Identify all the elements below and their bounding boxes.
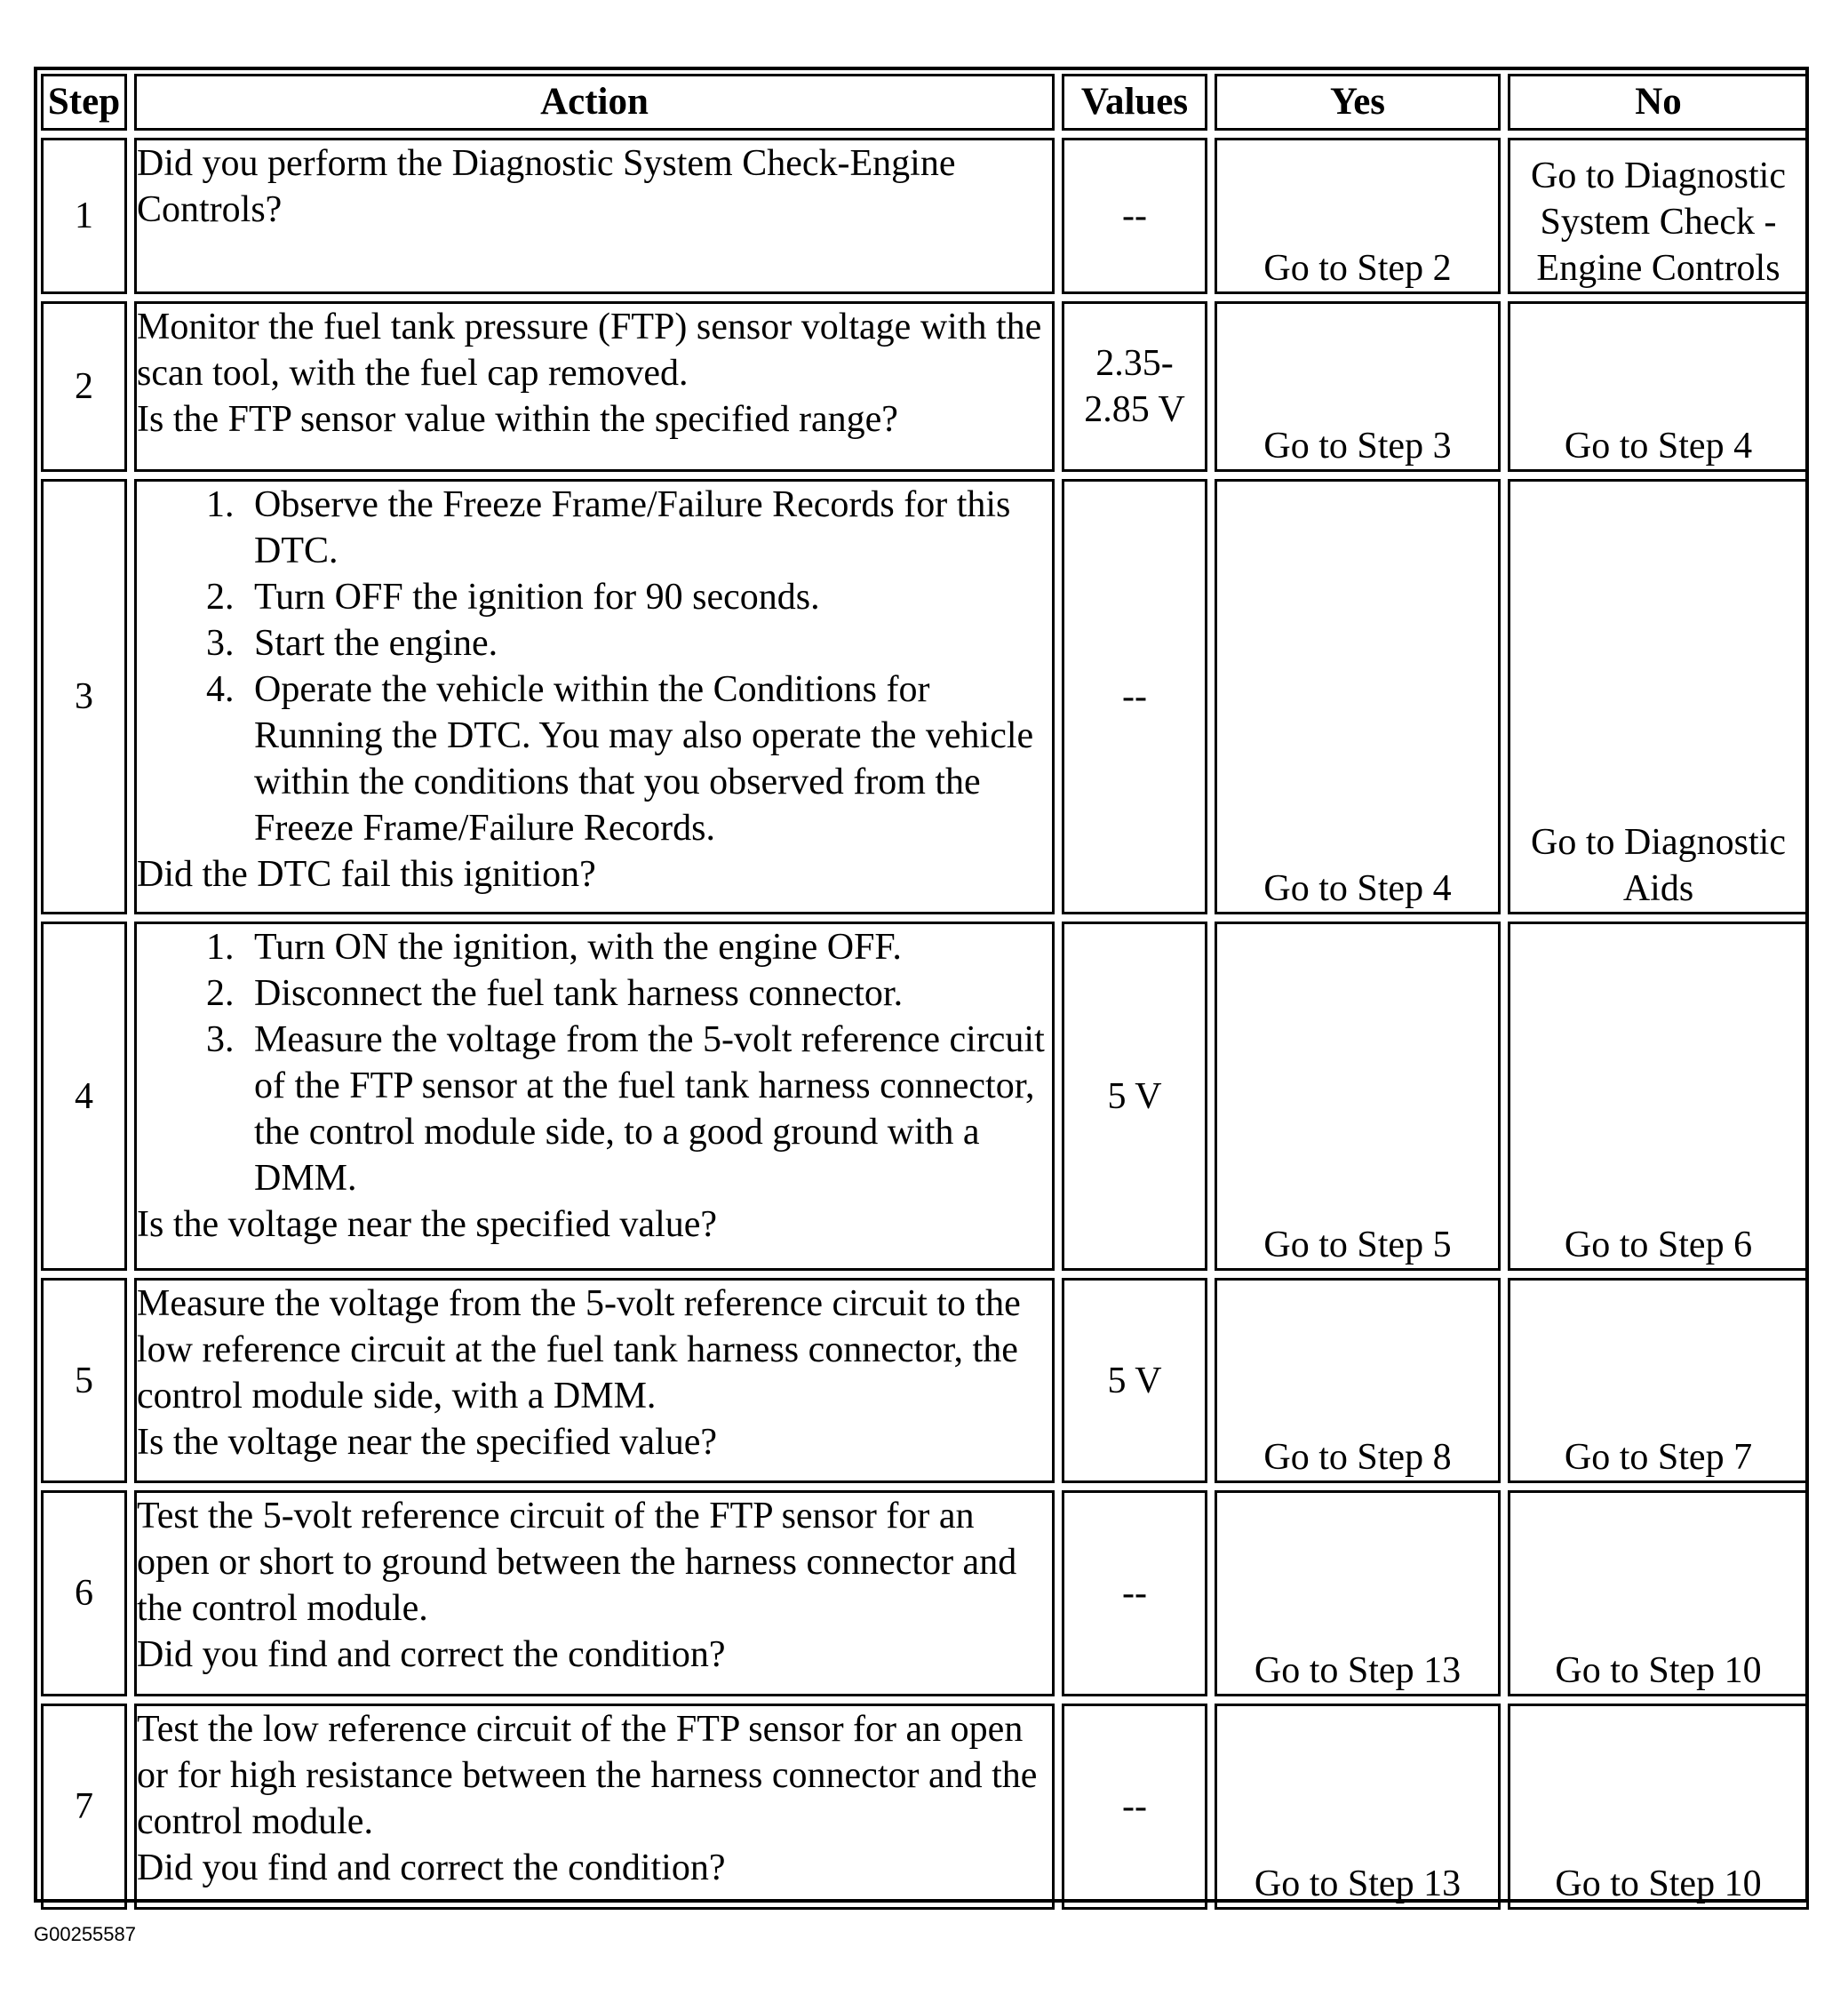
no-result: Go to Diagnostic System Check - Engine Controls <box>1508 138 1809 294</box>
action-step-item: 3. Start the engine. <box>243 620 1052 666</box>
no-result: Go to Step 6 <box>1508 922 1809 1271</box>
table-row <box>41 301 1809 472</box>
no-result: Go to Diagnostic Aids <box>1508 479 1809 914</box>
values-cell: -- <box>1062 138 1207 294</box>
action-text: Monitor the fuel tank pressure (FTP) sensor voltage with the scan tool, with the fuel cap removed. <box>137 307 1042 394</box>
no-result: Go to Step 7 <box>1508 1278 1809 1483</box>
action-question: Is the FTP sensor value within the specified range? <box>137 399 898 440</box>
yes-result: Go to Step 8 <box>1215 1278 1501 1483</box>
action-text: Measure the voltage from the 5-volt reference circuit to the low reference circuit at the fuel tank harness connector, the control module side, with a DMM. <box>137 1283 1021 1416</box>
diagnostic-table <box>34 67 1816 1917</box>
action-text: Did you perform the Diagnostic System Check-Engine Controls? <box>137 143 956 230</box>
action-cell <box>134 138 1055 294</box>
action-steps-list <box>137 482 1052 851</box>
values-cell: -- <box>1062 1490 1207 1696</box>
values-cell: 2.35-2.85 V <box>1062 301 1207 472</box>
table-row <box>41 1704 1809 1910</box>
table-row <box>41 479 1809 914</box>
action-step-item: 4. Operate the vehicle within the Conditions for Running the DTC. You may also operate the vehicle within the conditions that you observed from the Freeze Frame/Failure Records. <box>243 666 1052 851</box>
step-number: 6 <box>41 1490 127 1696</box>
action-cell <box>134 1278 1055 1483</box>
table-row <box>41 138 1809 294</box>
action-question: Is the voltage near the specified value? <box>137 1422 718 1463</box>
values-cell: -- <box>1062 479 1207 914</box>
action-steps-list <box>137 924 1052 1201</box>
step-number: 2 <box>41 301 127 472</box>
header-row <box>41 74 1809 131</box>
action-step-item: 1. Observe the Freeze Frame/Failure Records for this DTC. <box>243 482 1052 574</box>
action-cell <box>134 922 1055 1271</box>
step-number: 7 <box>41 1704 127 1910</box>
values-cell: 5 V <box>1062 1278 1207 1483</box>
header-action: Action <box>134 74 1055 131</box>
table-row <box>41 1278 1809 1483</box>
action-step-item: 2. Disconnect the fuel tank harness connector. <box>243 970 1052 1017</box>
figure-id: G00255587 <box>34 1923 136 1945</box>
action-text: Test the 5-volt reference circuit of the FTP sensor for an open or short to ground between the harness connector and the control module. <box>137 1496 1017 1629</box>
yes-result: Go to Step 3 <box>1215 301 1501 472</box>
yes-result: Go to Step 2 <box>1215 138 1501 294</box>
action-cell <box>134 301 1055 472</box>
action-step-item: 1. Turn ON the ignition, with the engine OFF. <box>243 924 1052 970</box>
header-values: Values <box>1062 74 1207 131</box>
step-number: 3 <box>41 479 127 914</box>
action-cell <box>134 479 1055 914</box>
action-step-item: 3. Measure the voltage from the 5-volt reference circuit of the FTP sensor at the fuel tank harness connector, the control module side, to a good ground with a DMM. <box>243 1017 1052 1201</box>
action-step-item: 2. Turn OFF the ignition for 90 seconds. <box>243 574 1052 620</box>
step-number: 1 <box>41 138 127 294</box>
yes-result: Go to Step 5 <box>1215 922 1501 1271</box>
action-question: Did you find and correct the condition? <box>137 1634 726 1675</box>
header-yes: Yes <box>1215 74 1501 131</box>
step-number: 5 <box>41 1278 127 1483</box>
action-cell <box>134 1490 1055 1696</box>
no-result: Go to Step 10 <box>1508 1704 1809 1910</box>
action-cell <box>134 1704 1055 1910</box>
action-text: Test the low reference circuit of the FTP sensor for an open or for high resistance between the harness connector and the control module. <box>137 1709 1038 1842</box>
header-no: No <box>1508 74 1809 131</box>
action-question: Is the voltage near the specified value? <box>137 1204 718 1245</box>
no-result: Go to Step 4 <box>1508 301 1809 472</box>
action-question: Did the DTC fail this ignition? <box>137 854 596 895</box>
no-result: Go to Step 10 <box>1508 1490 1809 1696</box>
yes-result: Go to Step 13 <box>1215 1704 1501 1910</box>
values-cell: 5 V <box>1062 922 1207 1271</box>
header-step: Step <box>41 74 127 131</box>
yes-result: Go to Step 13 <box>1215 1490 1501 1696</box>
step-number: 4 <box>41 922 127 1271</box>
values-cell: -- <box>1062 1704 1207 1910</box>
yes-result: Go to Step 4 <box>1215 479 1501 914</box>
action-question: Did you find and correct the condition? <box>137 1847 726 1888</box>
table-row <box>41 922 1809 1271</box>
table-row <box>41 1490 1809 1696</box>
